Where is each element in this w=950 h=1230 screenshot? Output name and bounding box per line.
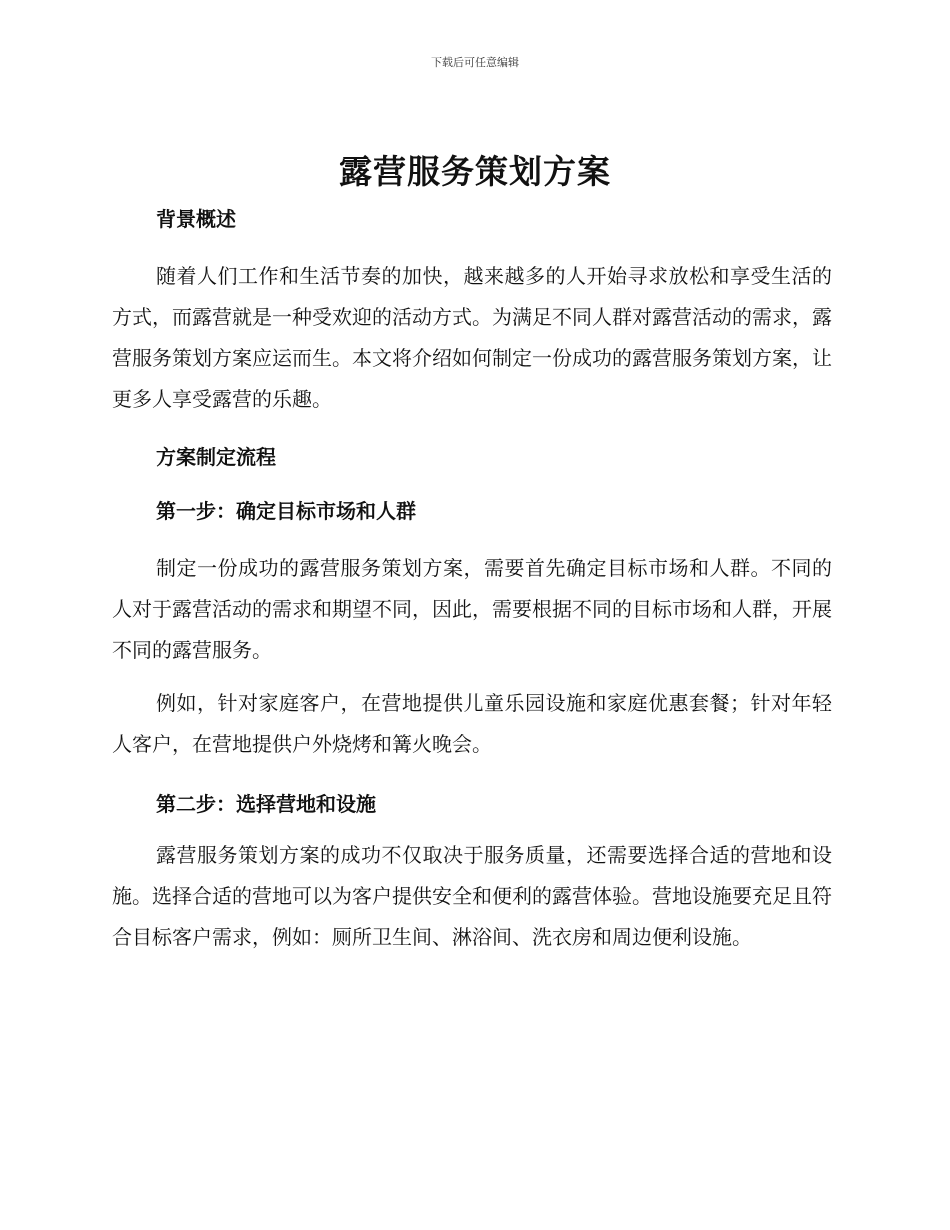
section-heading-process: 方案制定流程 [156, 445, 276, 469]
paragraph-step1-example: 例如，针对家庭客户，在营地提供儿童乐园设施和家庭优惠套餐；针对年轻人客户，在营地提供户外烧烤和篝火晚会。 [112, 691, 832, 756]
document-body [112, 204, 832, 958]
paragraph-step1: 制定一份成功的露营服务策划方案，需要首先确定目标市场和人群。不同的人对于露营活动的需求和期望不同，因此，需要根据不同的目标市场和人群，开展不同的露营服务。 [112, 556, 832, 662]
step2-heading: 第二步：选择营地和设施 [156, 792, 376, 816]
step1-heading: 第一步：确定目标市场和人群 [156, 499, 416, 523]
header-note: 下载后可任意编辑 [431, 56, 519, 69]
document-title: 露营服务策划方案 [339, 152, 611, 191]
paragraph-background: 随着人们工作和生活节奏的加快，越来越多的人开始寻求放松和享受生活的方式，而露营就是一种受欢迎的活动方式。为满足不同人群对露营活动的需求，露营服务策划方案应运而生。本文将介绍如何制定一份成功的露营服务策划方案，让更多人享受露营的乐趣。 [112, 264, 832, 411]
section-heading-background: 背景概述 [156, 207, 236, 231]
paragraph-step2: 露营服务策划方案的成功不仅取决于服务质量，还需要选择合适的营地和设施。选择合适的营地可以为客户提供安全和便利的露营体验。营地设施要充足且符合目标客户需求，例如：厕所卫生间、淋浴间、洗衣房和周边便利设施。 [112, 843, 832, 949]
